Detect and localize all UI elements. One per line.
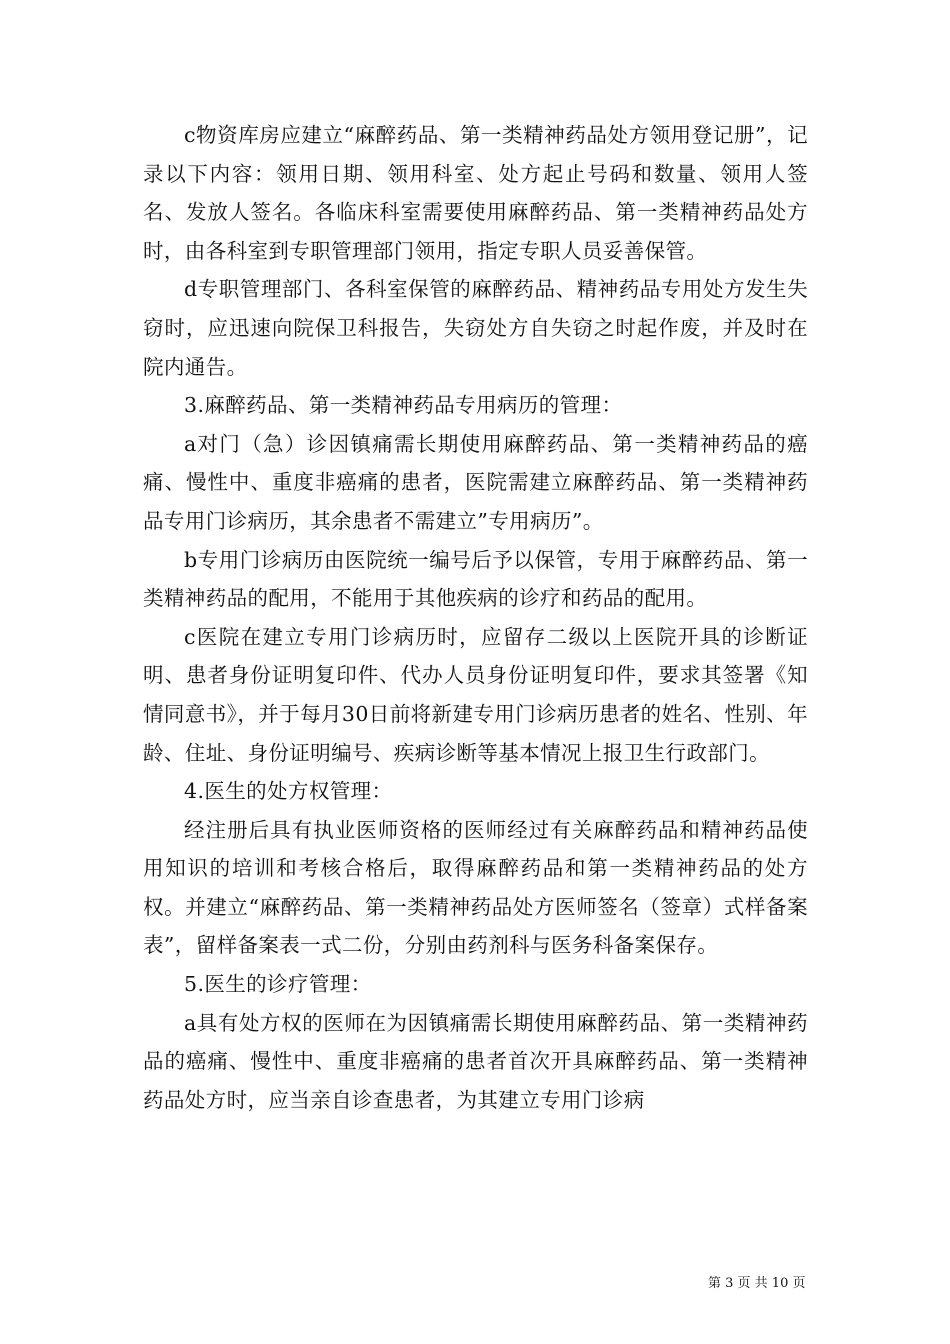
paragraph-d-theft-report: d专职管理部门、各科室保管的麻醉药品、精神药品专用处方发生失窃时，应迅速向院保卫科报告，失窃处方自失窃之时起作废，并及时在院内通告。 (143, 277, 808, 379)
paragraph-a-diagnosis: a具有处方权的医师在为因镇痛需长期使用麻醉药品、第一类精神药品的癌痛、慢性中、重度非癌痛的患者首次开具麻醉药品、第一类精神药品处方时，应当亲自诊查患者，为其建立专用门诊病 (143, 1010, 808, 1112)
section-heading-4: 4.医生的处方权管理： (184, 779, 393, 804)
paragraph-prescription-rights: 经注册后具有执业医师资格的医师经过有关麻醉药品和精神药品使用知识的培训和考核合格后，取得麻醉药品和第一类精神药品的处方权。并建立“麻醉药品、第一类精神药品处方医师签名（签章）式样备案表”，留样备案表一式二份，分别由药剂科与医务科备案保存。 (143, 817, 808, 958)
paragraph-c-documents-retained: c医院在建立专用门诊病历时，应留存二级以上医院开具的诊断证明、患者身份证明复印件、代办人员身份证明复印件，要求其签署《知情同意书》，并于每月30日前将新建专用门诊病历患者的姓名、性别、年龄、住址、身份证明编号、疾病诊断等基本情况上报卫生行政部门。 (143, 624, 808, 765)
paragraph-a-special-records: a对门（急）诊因镇痛需长期使用麻醉药品、第一类精神药品的癌痛、慢性中、重度非癌痛的患者，医院需建立麻醉药品、第一类精神药品专用门诊病历，其余患者不需建立”专用病历”。 (143, 431, 808, 533)
section-heading-3: 3.麻醉药品、第一类精神药品专用病历的管理： (184, 393, 623, 418)
page-number-footer: 第 3 页 共 10 页 (708, 1276, 806, 1291)
section-heading-5: 5.医生的诊疗管理： (184, 972, 372, 997)
paragraph-b-numbering: b专用门诊病历由医院统一编号后予以保管，专用于麻醉药品、第一类精神药品的配用，不能用于其他疾病的诊疗和药品的配用。 (143, 547, 808, 611)
document-body (143, 116, 808, 1119)
paragraph-c-prescription-register: c物资库房应建立“麻醉药品、第一类精神药品处方领用登记册”，记录以下内容：领用日期、领用科室、处方起止号码和数量、领用人签名、发放人签名。各临床科室需要使用麻醉药品、第一类精神药品处方时，由各科室到专职管理部门领用，指定专职人员妥善保管。 (143, 123, 808, 263)
